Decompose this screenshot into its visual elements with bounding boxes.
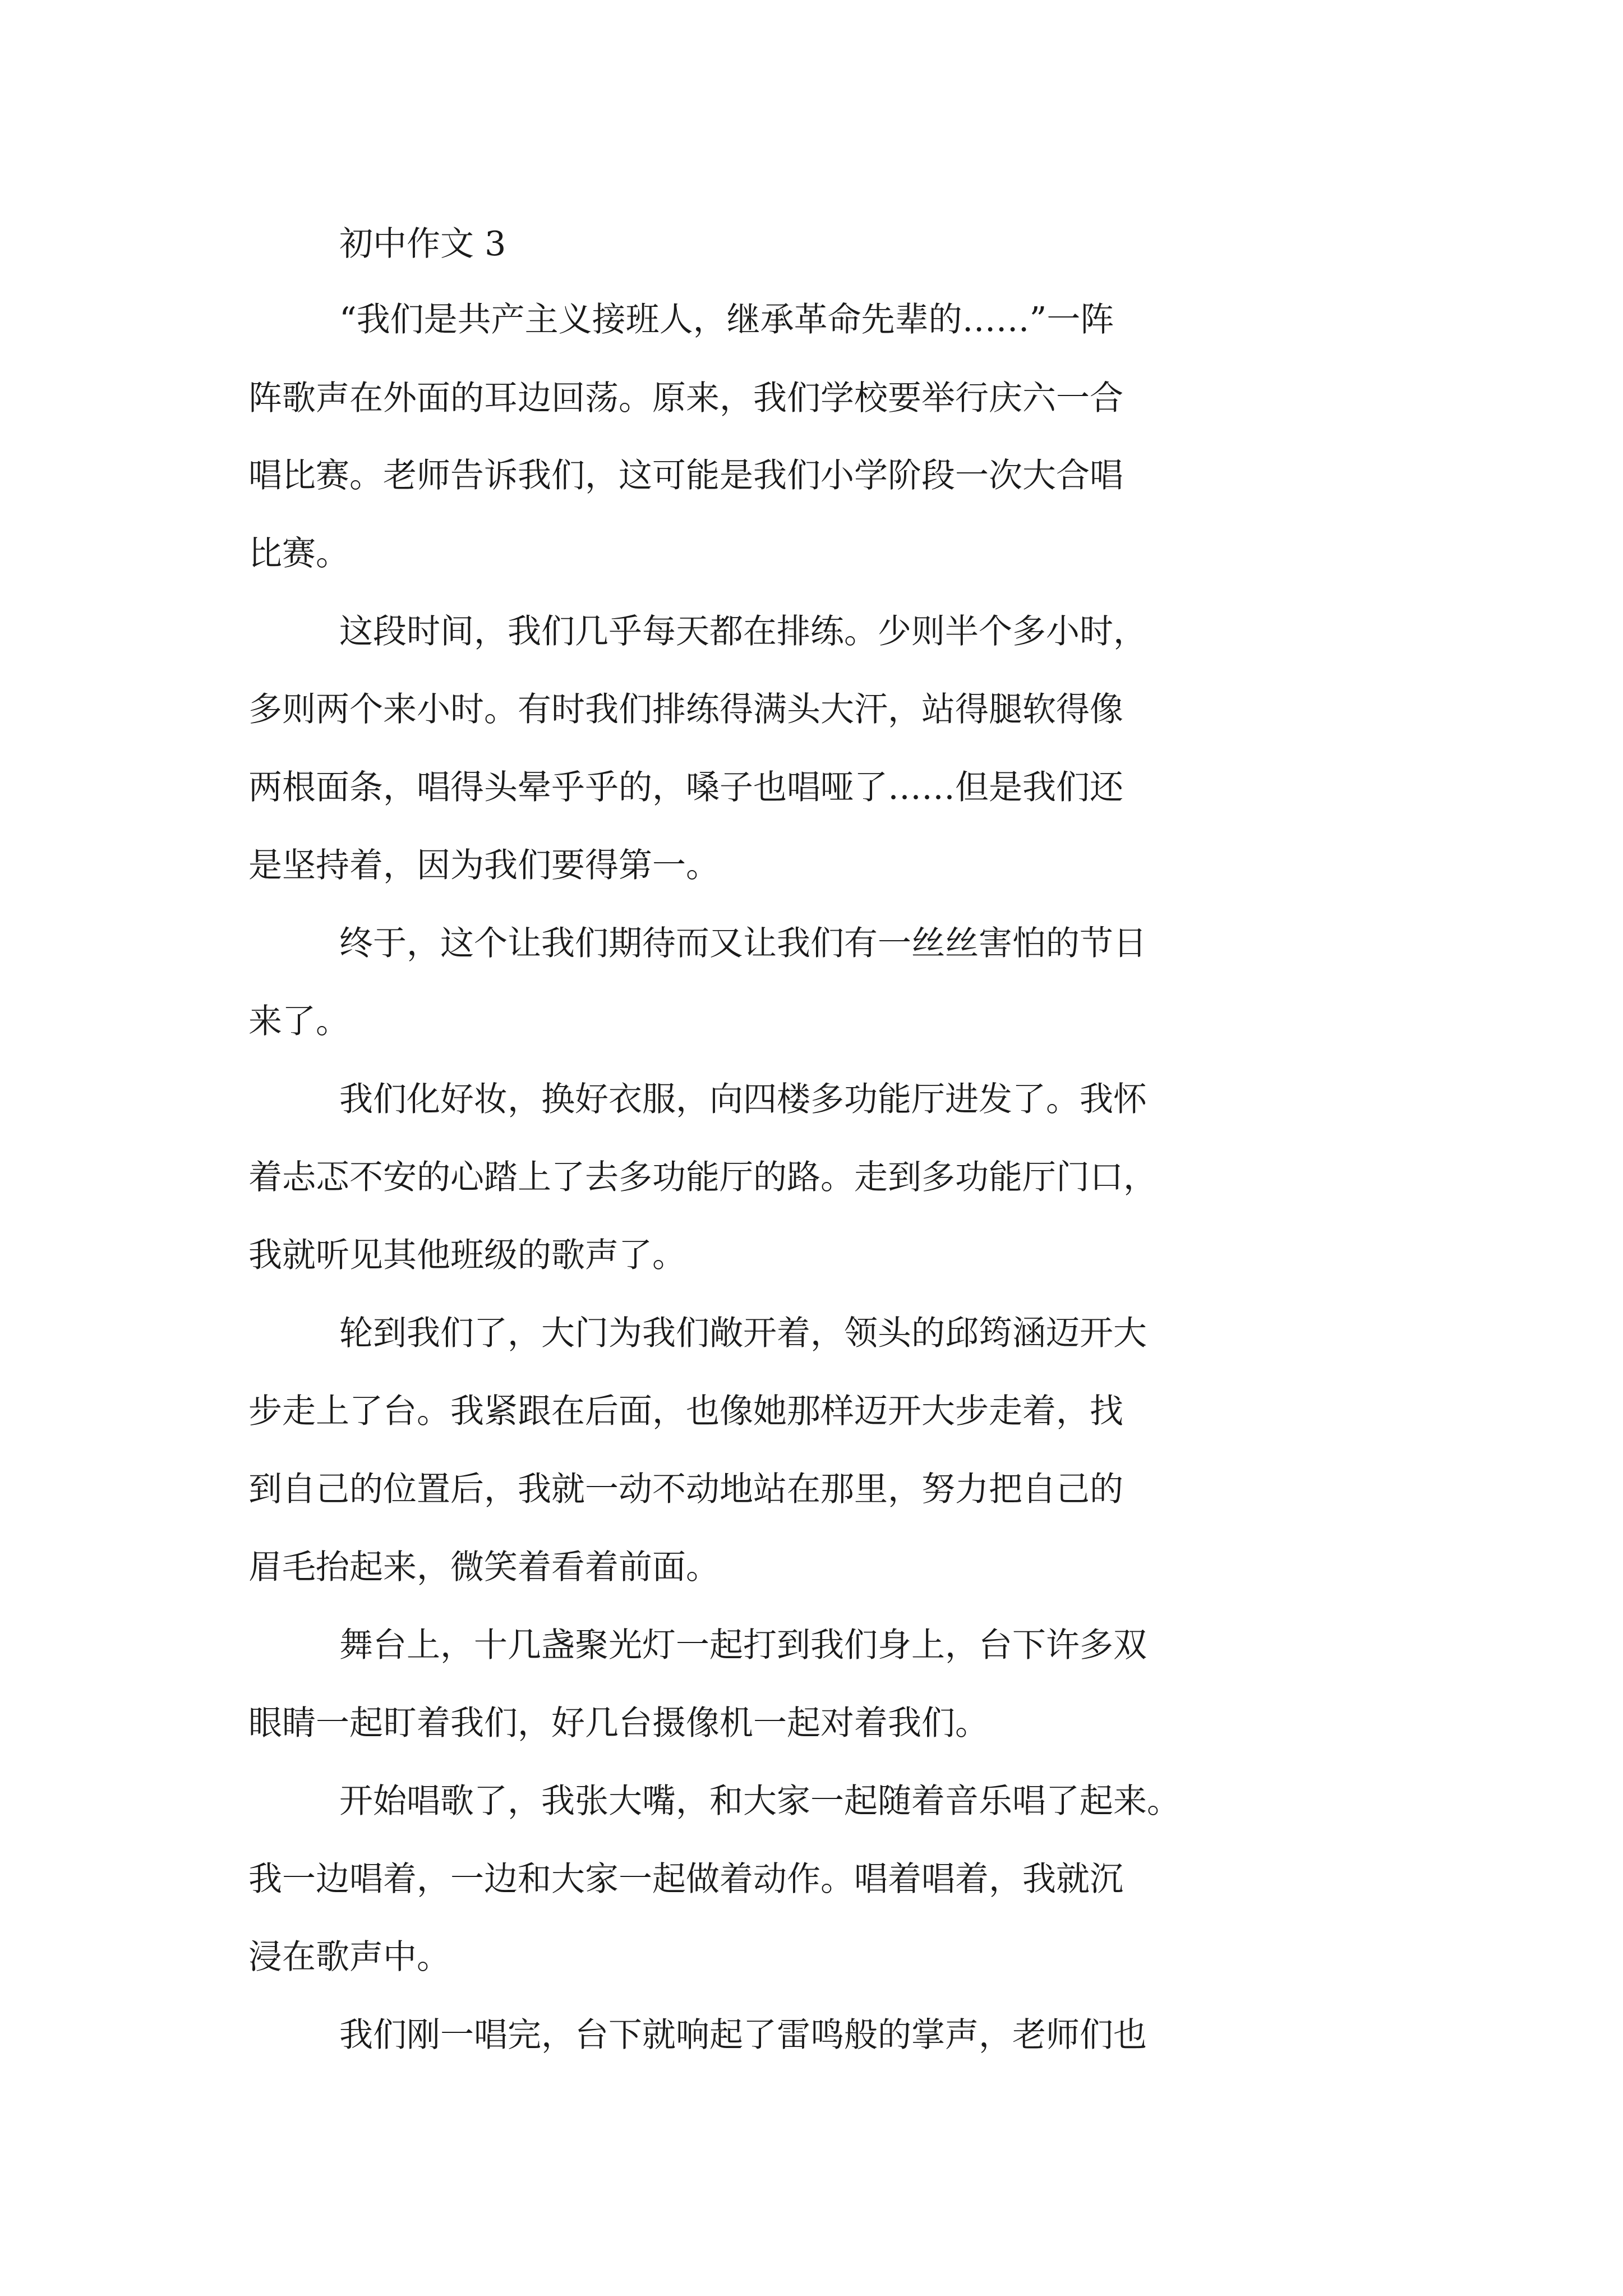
- paragraph-5-line-3: 到自己的位置后，我就一动不动地站在那里，努力把自己的: [248, 1470, 1123, 1509]
- paragraph-4-line-2: 着忐忑不安的心踏上了去多功能厅的路。走到多功能厅门口，: [248, 1158, 1157, 1197]
- paragraph-3-line-2: 来了。: [248, 1002, 349, 1041]
- paragraph-4-line-1: 我们化好妆，换好衣服，向四楼多功能厅进发了。我怀: [339, 1080, 1147, 1119]
- paragraph-2-line-4: 是坚持着，因为我们要得第一。: [248, 846, 720, 885]
- paragraph-2-line-2: 多则两个来小时。有时我们排练得满头大汗，站得腿软得像: [248, 690, 1123, 729]
- paragraph-2-line-3: 两根面条，唱得头晕乎乎的，嗓子也唱哑了……但是我们还: [248, 768, 1123, 807]
- paragraph-7-line-2: 我一边唱着，一边和大家一起做着动作。唱着唱着，我就沉: [248, 1860, 1123, 1899]
- paragraph-1-line-4: 比赛。: [248, 534, 349, 573]
- paragraph-1-line-1: “我们是共产主义接班人，继承革命先辈的……”一阵: [339, 300, 1114, 339]
- paragraph-7-line-1: 开始唱歌了，我张大嘴，和大家一起随着音乐唱了起来。: [339, 1782, 1181, 1821]
- paragraph-6-line-1: 舞台上，十几盏聚光灯一起打到我们身上，台下许多双: [339, 1626, 1147, 1665]
- paragraph-6-line-2: 眼睛一起盯着我们，好几台摄像机一起对着我们。: [248, 1704, 989, 1743]
- paragraph-5-line-4: 眉毛抬起来，微笑着看着前面。: [248, 1548, 720, 1587]
- paragraph-1-line-2: 阵歌声在外面的耳边回荡。原来，我们学校要举行庆六一合: [248, 379, 1123, 418]
- paragraph-8-line-1: 我们刚一唱完，台下就响起了雷鸣般的掌声，老师们也: [339, 2016, 1147, 2055]
- paragraph-1-line-3: 唱比赛。老师告诉我们，这可能是我们小学阶段一次大合唱: [248, 456, 1123, 495]
- document-title: 初中作文 3: [339, 224, 506, 264]
- paragraph-5-line-2: 步走上了台。我紧跟在后面，也像她那样迈开大步走着，找: [248, 1392, 1123, 1431]
- paragraph-4-line-3: 我就听见其他班级的歌声了。: [248, 1236, 686, 1275]
- paragraph-2-line-1: 这段时间，我们几乎每天都在排练。少则半个多小时，: [339, 612, 1147, 651]
- paragraph-5-line-1: 轮到我们了，大门为我们敞开着，领头的邱筠涵迈开大: [339, 1314, 1147, 1353]
- paragraph-3-line-1: 终于，这个让我们期待而又让我们有一丝丝害怕的节日: [339, 924, 1147, 963]
- paragraph-7-line-3: 浸在歌声中。: [248, 1938, 450, 1977]
